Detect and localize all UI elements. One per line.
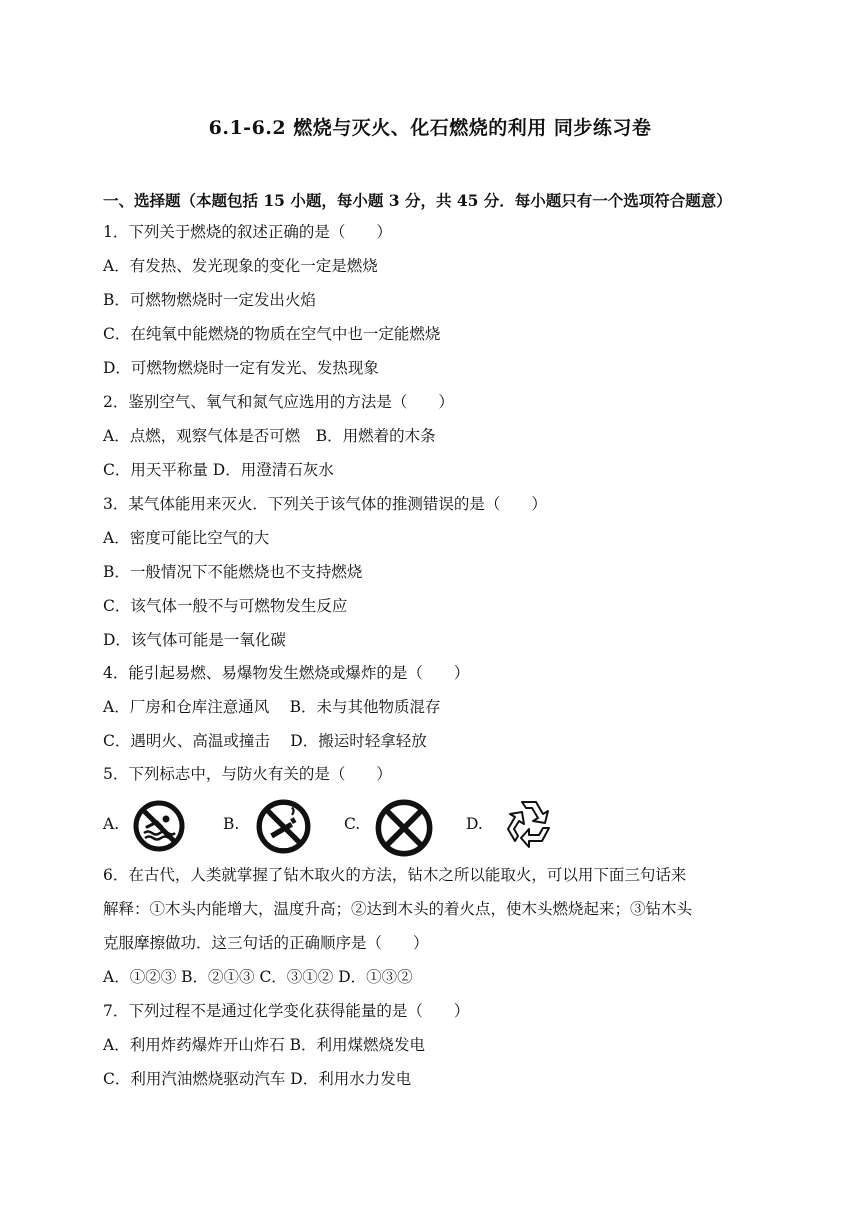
section-heading: 一、选择题（本题包括 15 小题，每小题 3 分，共 45 分．每小题只有一个选项符合题意） — [103, 191, 732, 210]
no-swimming-sign-icon — [133, 800, 185, 852]
recycle-sign-icon — [496, 794, 562, 856]
q7-options-ab: A．利用炸药爆炸开山炸石 B．利用煤燃烧发电 — [103, 1036, 426, 1054]
no-smoking-sign-icon — [256, 799, 311, 854]
q1-option-b: B．可燃物燃烧时一定发出火焰 — [103, 291, 316, 309]
q1-option-c: C．在纯氧中能燃烧的物质在空气中也一定能燃烧 — [103, 325, 441, 343]
q3-option-b: B．一般情况下不能燃烧也不支持燃烧 — [103, 563, 363, 581]
q4-options-cd: C．遇明火、高温或撞击 D．搬运时轻拿轻放 — [103, 732, 427, 750]
q5-option-a-label: A. — [103, 815, 120, 833]
q6-options: A．①②③ B．②①③ C．③①② D．①③② — [103, 968, 413, 986]
q2-stem: 2．鉴别空气、氧气和氮气应选用的方法是（ ） — [103, 393, 454, 411]
q5-option-b-label: B. — [223, 815, 240, 833]
q5-options-row — [103, 800, 663, 850]
q4-stem: 4．能引起易燃、易爆物发生燃烧或爆炸的是（ ） — [103, 664, 470, 682]
q4-options-ab: A．厂房和仓库注意通风 B．未与其他物质混存 — [103, 698, 441, 716]
q3-option-c: C．该气体一般不与可燃物发生反应 — [103, 597, 348, 615]
q6-line-1: 6．在古代，人类就掌握了钻木取火的方法，钻木之所以能取火，可以用下面三句话来 — [103, 866, 687, 884]
page-title: 6.1-6.2 燃烧与灭火、化石燃烧的利用 同步练习卷 — [208, 117, 652, 139]
q2-options-ab: A．点燃，观察气体是否可燃 B．用燃着的木条 — [103, 427, 436, 445]
q6-line-2: 解释：①木头内能增大，温度升高；②达到木头的着火点，使木头燃烧起来；③钻木头 — [103, 900, 693, 918]
q1-stem: 1．下列关于燃烧的叙述正确的是（ ） — [103, 223, 392, 241]
q1-option-d: D．可燃物燃烧时一定有发光、发热现象 — [103, 359, 379, 377]
q2-options-cd: C．用天平称量 D．用澄清石灰水 — [103, 461, 334, 479]
q1-option-a: A．有发热、发光现象的变化一定是燃烧 — [103, 257, 378, 275]
prohibition-cross-sign-icon — [375, 799, 433, 857]
q3-option-a: A．密度可能比空气的大 — [103, 529, 270, 547]
q5-option-c-label: C. — [344, 815, 361, 833]
q3-option-d: D．该气体可能是一氧化碳 — [103, 631, 286, 649]
q7-options-cd: C．利用汽油燃烧驱动汽车 D．利用水力发电 — [103, 1070, 412, 1088]
q6-line-3: 克服摩擦做功．这三句话的正确顺序是（ ） — [103, 934, 429, 952]
q5-option-d-label: D. — [466, 815, 483, 833]
q7-stem: 7．下列过程不是通过化学变化获得能量的是（ ） — [103, 1002, 470, 1020]
q3-stem: 3．某气体能用来灭火．下列关于该气体的推测错误的是（ ） — [103, 495, 547, 513]
q5-stem: 5．下列标志中，与防火有关的是（ ） — [103, 765, 392, 783]
